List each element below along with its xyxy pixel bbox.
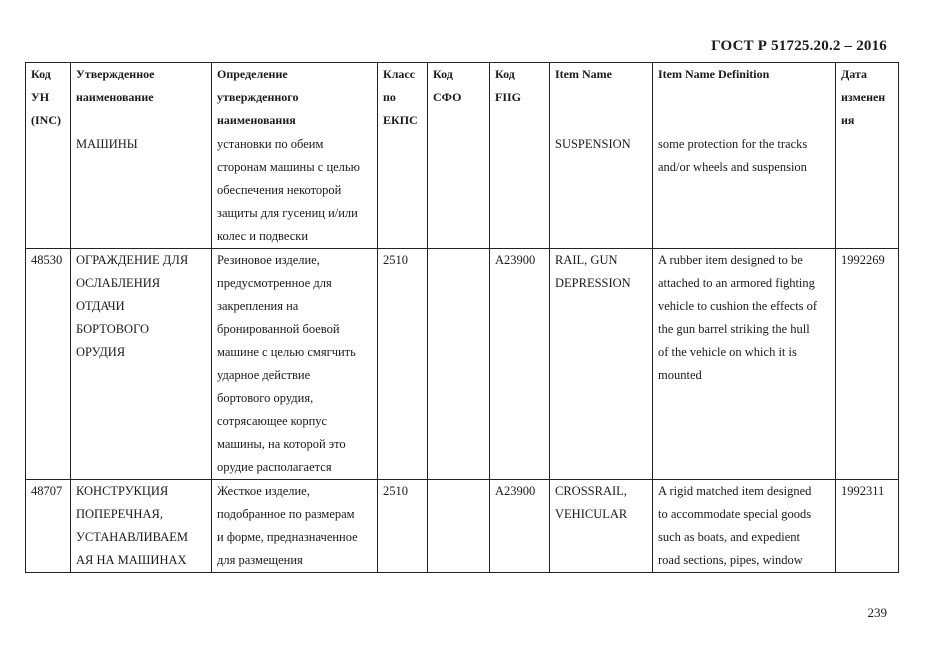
cell-ekps-class [378, 133, 428, 249]
header-line: УН [31, 90, 50, 104]
header-change-date [836, 63, 899, 134]
header-fiig-code [490, 63, 550, 134]
cell-line: орудие располагается [217, 460, 332, 474]
cell-name-definition [212, 133, 378, 249]
header-line: Код [31, 67, 51, 81]
header-inc-code [26, 63, 71, 134]
header-line: FIIG [495, 90, 522, 104]
cell-line: VEHICULAR [555, 507, 628, 521]
header-line: Item Name [555, 67, 612, 81]
cell-item-name-definition [653, 480, 836, 573]
cell-line: 1992311 [841, 484, 885, 498]
cell-line: БОРТОВОГО [76, 322, 150, 336]
cell-fiig-code [490, 133, 550, 249]
header-approved-name [71, 63, 212, 134]
cell-line: сотрясающее корпус [217, 414, 328, 428]
page-number: 239 [867, 605, 887, 620]
cell-line: DEPRESSION [555, 276, 631, 290]
cell-inc-code [26, 249, 71, 480]
cell-line: для размещения [217, 553, 303, 567]
cell-ekps-class [378, 480, 428, 573]
header-item-name [550, 63, 653, 134]
cell-approved-name [71, 480, 212, 573]
header-item-name-definition [653, 63, 836, 134]
header-line: Класс [383, 67, 416, 81]
cell-line: защиты для гусениц и/или [217, 206, 358, 220]
cell-line: ОРУДИЯ [76, 345, 126, 359]
cell-line: 48530 [31, 253, 63, 267]
table-row [26, 133, 899, 249]
document-code: ГОСТ Р 51725.20.2 – 2016 [711, 38, 887, 54]
cell-line: some protection for the tracks [658, 137, 808, 151]
cell-line: 48707 [31, 484, 63, 498]
header-line: СФО [433, 90, 462, 104]
cell-line: УСТАНАВЛИВАЕМ [76, 530, 188, 544]
cell-change-date [836, 249, 899, 480]
cell-approved-name [71, 249, 212, 480]
cell-fiig-code [490, 249, 550, 480]
cell-item-name [550, 480, 653, 573]
header-line: наименования [217, 113, 296, 127]
cell-change-date [836, 133, 899, 249]
cell-item-name [550, 133, 653, 249]
cell-line: обеспечения некоторой [217, 183, 342, 197]
cell-line: машине с целью смягчить [217, 345, 356, 359]
cell-name-definition [212, 480, 378, 573]
header-line: Код [495, 67, 515, 81]
header-line: Определение [217, 67, 288, 81]
cell-inc-code [26, 480, 71, 573]
cell-line: ОСЛАБЛЕНИЯ [76, 276, 161, 290]
cell-name-definition [212, 249, 378, 480]
header-line: Код [433, 67, 453, 81]
cell-item-name-definition [653, 249, 836, 480]
cell-line: such as boats, and expedient [658, 530, 800, 544]
cell-line: road sections, pipes, window [658, 553, 803, 567]
header-line: изменен [841, 90, 886, 104]
header-line: (INC) [31, 113, 61, 127]
cell-inc-code [26, 133, 71, 249]
header-line: наименование [76, 90, 154, 104]
cell-line: КОНСТРУКЦИЯ [76, 484, 169, 498]
cell-sfo-code [428, 249, 490, 480]
cell-line: Жесткое изделие, [217, 484, 310, 498]
header-line: утвержденного [217, 90, 299, 104]
header-line: Дата [841, 67, 867, 81]
cell-line: A rubber item designed to be [658, 253, 803, 267]
cell-line: сторонам машины с целью [217, 160, 360, 174]
cell-line: vehicle to cushion the effects of [658, 299, 818, 313]
cell-line: предусмотренное для [217, 276, 332, 290]
cell-line: АЯ НА МАШИНАХ [76, 553, 187, 567]
cell-line: the gun barrel striking the hull [658, 322, 810, 336]
header-line: Утвержденное [76, 67, 155, 81]
cell-change-date [836, 480, 899, 573]
cell-line: закрепления на [217, 299, 299, 313]
cell-line: бронированной боевой [217, 322, 340, 336]
cell-sfo-code [428, 480, 490, 573]
header-line: ия [841, 113, 855, 127]
header-line: ЕКПС [383, 113, 418, 127]
table-body [26, 133, 899, 573]
cell-line: колес и подвески [217, 229, 309, 243]
cell-line: и форме, предназначенное [217, 530, 358, 544]
cell-line: attached to an armored fighting [658, 276, 815, 290]
cell-line: ОГРАЖДЕНИЕ ДЛЯ [76, 253, 189, 267]
cell-item-name-definition [653, 133, 836, 249]
cell-line: ударное действие [217, 368, 311, 382]
cell-fiig-code [490, 480, 550, 573]
cell-line: mounted [658, 368, 702, 382]
table-header-row [26, 63, 899, 134]
cell-line: A23900 [495, 484, 536, 498]
cell-line: CROSSRAIL, [555, 484, 627, 498]
cell-line: ОТДАЧИ [76, 299, 125, 313]
cell-line: ПОПЕРЕЧНАЯ, [76, 507, 163, 521]
cell-line: and/or wheels and suspension [658, 160, 807, 174]
cell-line: Резиновое изделие, [217, 253, 320, 267]
header-line: Item Name Definition [658, 67, 770, 81]
cell-line: 2510 [383, 253, 408, 267]
table-row [26, 249, 899, 480]
cell-line: бортового орудия, [217, 391, 314, 405]
header-sfo-code [428, 63, 490, 134]
cell-line: МАШИНЫ [76, 137, 138, 151]
cell-line: SUSPENSION [555, 137, 631, 151]
header-line: по [383, 90, 396, 104]
cell-line: to accommodate special goods [658, 507, 812, 521]
cell-line: подобранное по размерам [217, 507, 355, 521]
cell-ekps-class [378, 249, 428, 480]
cell-line: RAIL, GUN [555, 253, 618, 267]
header-name-definition [212, 63, 378, 134]
classification-table [25, 62, 899, 573]
cell-line: A23900 [495, 253, 536, 267]
cell-line: установки по обеим [217, 137, 324, 151]
cell-item-name [550, 249, 653, 480]
header-ekps-class [378, 63, 428, 134]
cell-line: 1992269 [841, 253, 885, 267]
cell-line: of the vehicle on which it is [658, 345, 797, 359]
cell-line: машины, на которой это [217, 437, 346, 451]
cell-line: 2510 [383, 484, 408, 498]
cell-approved-name [71, 133, 212, 249]
table-row [26, 480, 899, 573]
cell-line: A rigid matched item designed [658, 484, 812, 498]
cell-sfo-code [428, 133, 490, 249]
